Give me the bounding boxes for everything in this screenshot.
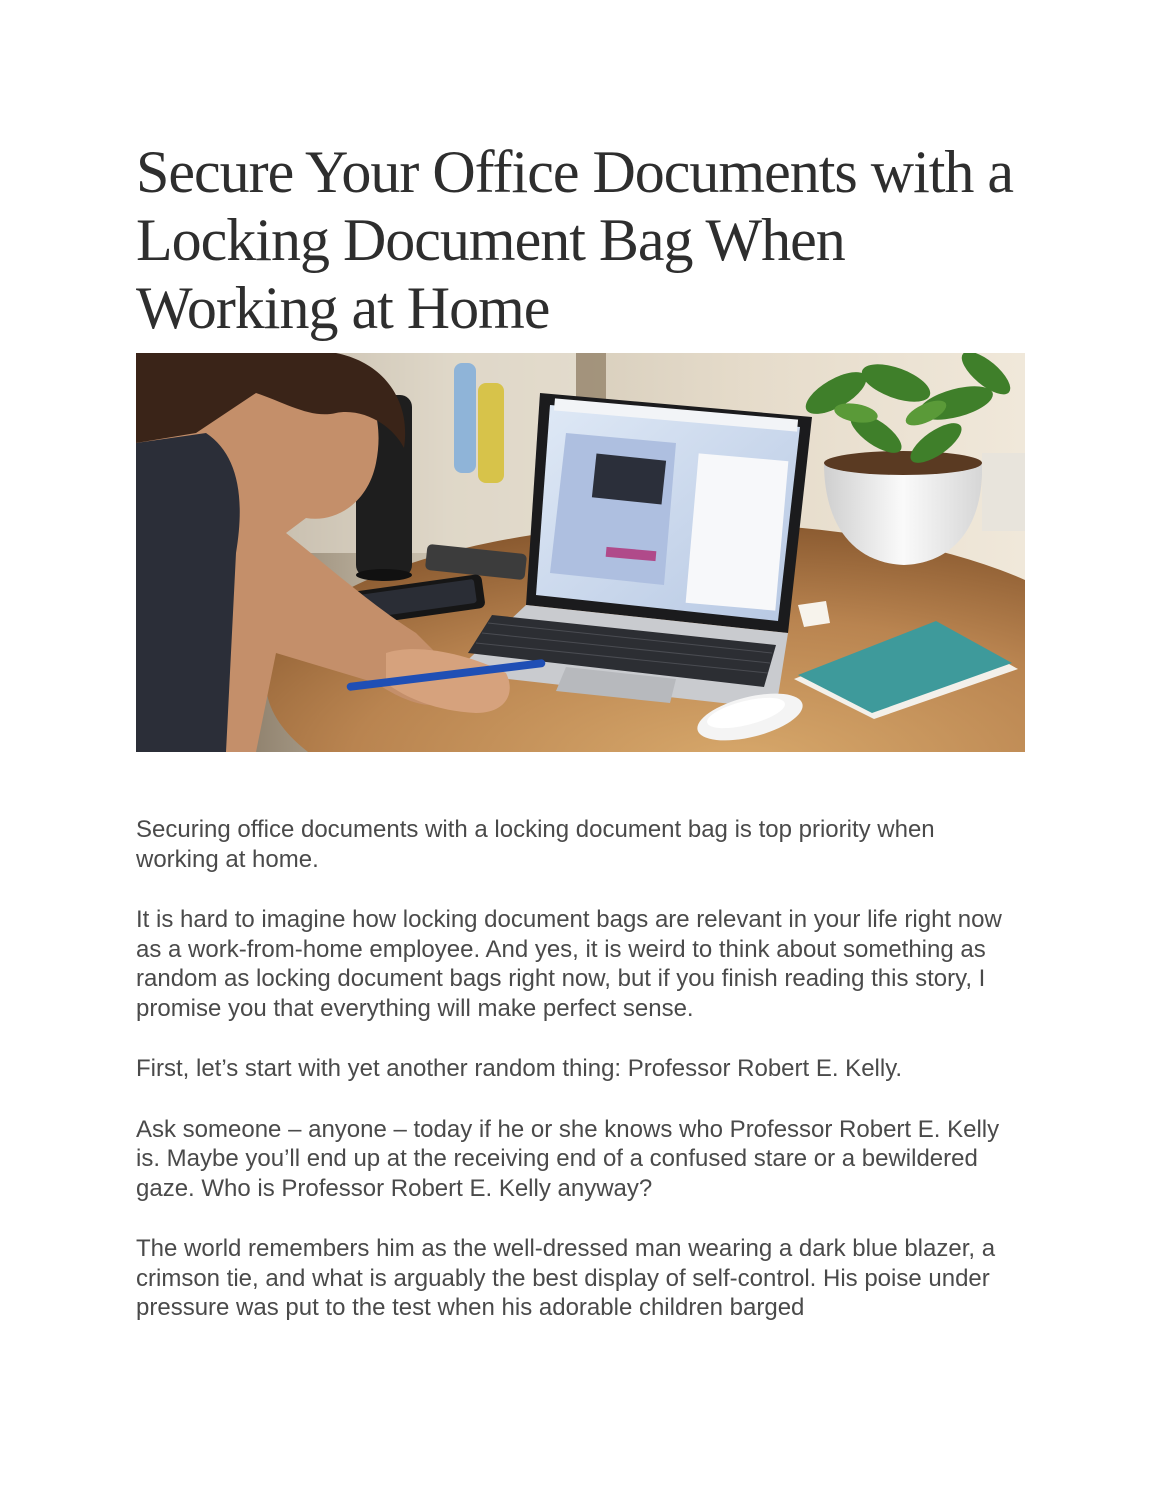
paragraph: Securing office documents with a locking document bag is top priority when working at home. [136,816,935,873]
paragraph: First, let’s start with yet another random thing: Professor Robert E. Kelly. [136,1055,903,1082]
hero-photo [136,353,1025,752]
page-title: Secure Your Office Documents with a Locking Document Bag When Working at Home [136,139,1014,341]
hero-photo-illustration [136,353,1025,752]
article-body [136,815,1016,1354]
paragraph: Ask someone – anyone – today if he or she knows who Professor Robert E. Kelly is. Maybe you’ll end up at the receiving end of a confused stare or a bewildered gaze. Who is Professor Robert E. Kelly anyway? [136,1115,1000,1202]
paragraph: The world remembers him as the well-dressed man wearing a dark blue blazer, a crimson tie, and what is arguably the best display of self-control. His poise under pressure was put to the test when his adorable children barged [136,1235,996,1321]
paragraph: It is hard to imagine how locking document bags are relevant in your life right now as a work-from-home employee. And yes, it is weird to think about something as random as locking document bags right now, but if you finish reading this story, I promise you that everything will make perfect sense. [136,906,1002,1022]
